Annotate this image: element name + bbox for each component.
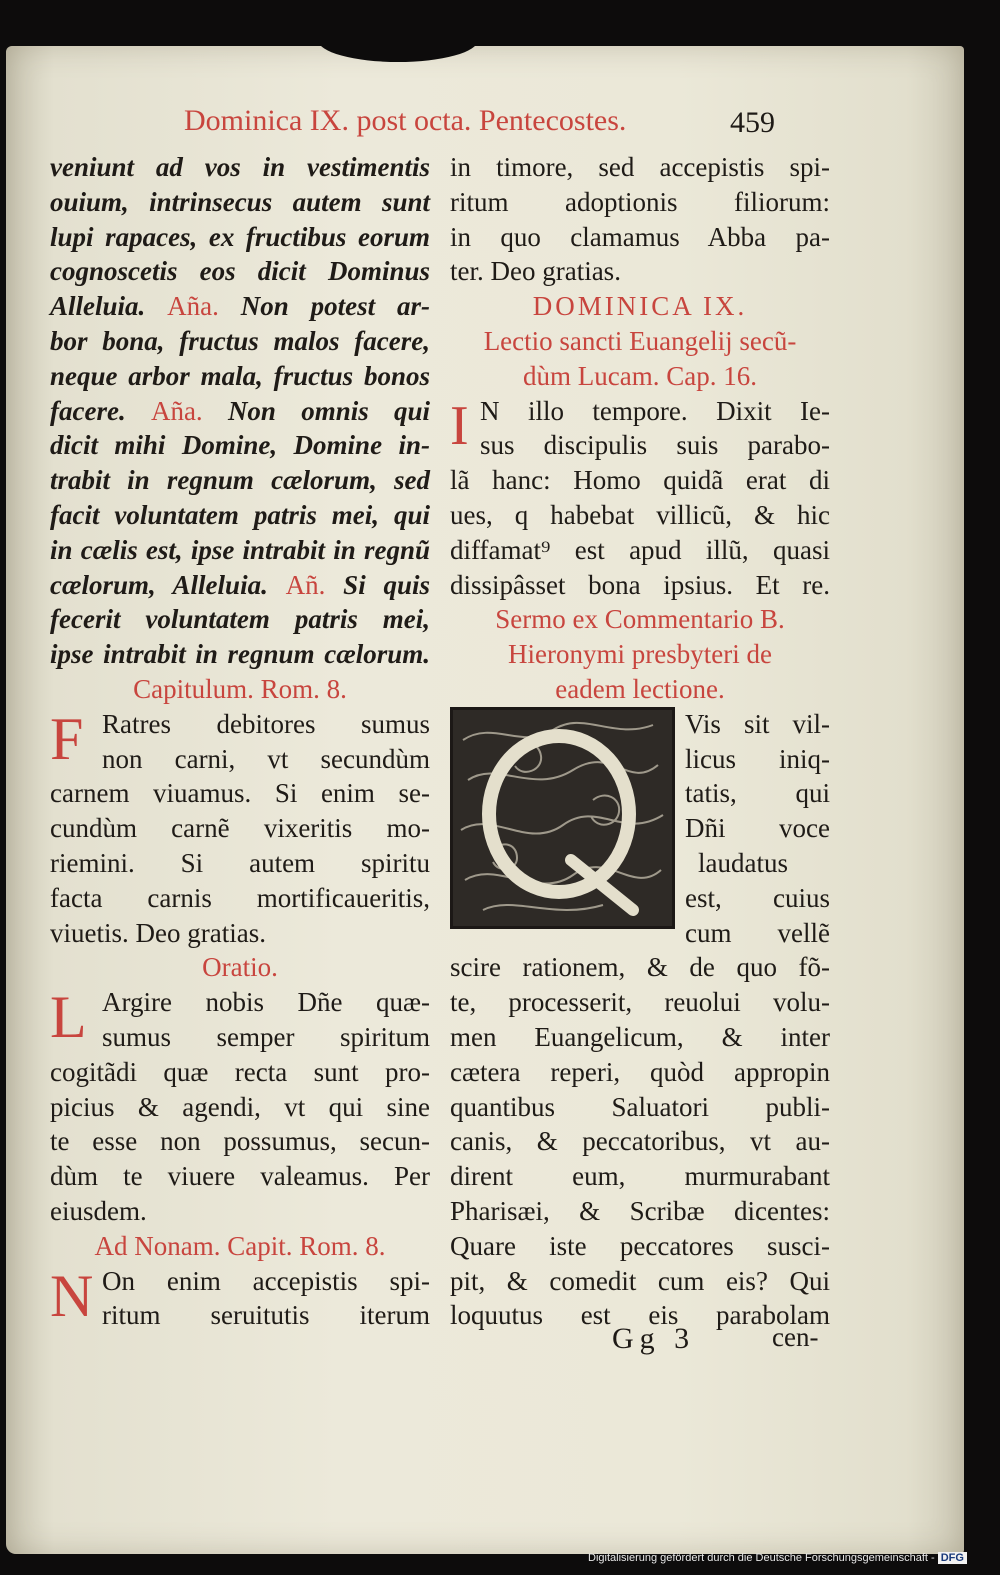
text-fragment: facere. <box>50 395 126 426</box>
text-line: dirent eum, murmurabant <box>450 1161 830 1192</box>
text-line: ritum adoptionis filiorum: <box>450 186 830 217</box>
responsory-text <box>50 150 430 672</box>
text-line: bor bona, fructus malos facere, <box>50 325 430 356</box>
text-line: eiusdem. <box>50 1195 147 1226</box>
text-line: in cælis est, ipse intrabit in regnũ <box>50 534 430 565</box>
dominica-heading: DOMINICA IX. <box>532 291 748 322</box>
text-line: loquutus est eis parabolam <box>450 1300 830 1331</box>
text-line: pit, & comedit cum eis? Qui <box>450 1265 830 1296</box>
text-line: facit voluntatem patris mei, qui <box>50 499 430 530</box>
text-line: Pharisæi, & Scribæ dicentes: <box>450 1195 830 1226</box>
text-fragment: Si quis <box>343 569 431 600</box>
text-line: veniunt ad vos in vestimentis <box>50 152 430 182</box>
text-fragment: Alleluia. <box>50 291 146 322</box>
text-line: ritum seruitutis iterum <box>102 1300 430 1331</box>
catchword: cen- <box>772 1322 819 1352</box>
text-fragment: cælorum, Alleluia. <box>50 569 268 600</box>
text-line: On enim accepistis spi- <box>102 1265 430 1296</box>
page-number: 459 <box>730 106 775 139</box>
text-line: diffamat⁹ est apud illũ, quasi <box>450 534 830 565</box>
text-line: lupi rapaces, ex fructibus eorum <box>50 221 430 252</box>
text-line: dicit mihi Domine, Domine in- <box>50 430 430 461</box>
funding-footer <box>588 1552 967 1564</box>
text-line: ter. Deo gratias. <box>450 256 621 287</box>
text-line: cogitãdi quæ recta sunt pro- <box>50 1056 430 1087</box>
text-line <box>50 394 430 429</box>
text-line: cum vellẽ <box>685 917 830 948</box>
text-line: tatis, qui <box>685 778 830 809</box>
text-line: men Euangelicum, & inter <box>450 1021 830 1052</box>
text-line <box>50 568 430 603</box>
text-line: Argire nobis Dñe quæ- <box>102 987 430 1018</box>
text-line <box>50 289 430 324</box>
lectio-block <box>450 394 830 603</box>
sermo-heading: Hieronymi presbyteri de <box>508 639 772 670</box>
running-head: Dominica IX. post octa. Pentecostes. <box>184 104 627 137</box>
lectio-heading: Lectio sancti Euangelij secũ- <box>483 325 797 356</box>
text-line: quantibus Saluatori publi- <box>450 1091 830 1122</box>
text-line: ues, q habebat villicũ, & hic <box>450 499 830 530</box>
text-line: dùm te viuere valeamus. Per <box>50 1161 430 1192</box>
text-line: trabit in regnum cælorum, sed <box>50 465 430 496</box>
text-line: Ratres debitores sumus <box>102 708 430 739</box>
lectio-heading: dùm Lucam. Cap. 16. <box>523 360 757 391</box>
drop-initial: I <box>450 394 469 457</box>
text-line: dissipâsset bona ipsius. Et re. <box>450 569 830 600</box>
text-line: in quo clamamus Abba pa- <box>450 221 830 252</box>
text-line: licus iniq- <box>685 743 830 774</box>
text-line: carnem viuamus. Si enim se- <box>50 778 430 809</box>
dfg-logo-badge: DFG <box>938 1552 967 1564</box>
text-line: picius & agendi, vt qui sine <box>50 1091 430 1122</box>
sermo-heading: Sermo ex Commentario B. <box>495 604 785 635</box>
text-line: canis, & peccatoribus, vt au- <box>450 1126 830 1157</box>
footer-text: Digitalisierung gefördert durch die Deutsche Forschungsgemeinschaft - <box>588 1552 935 1564</box>
drop-initial: F <box>50 705 84 772</box>
drop-initial: N <box>50 1262 94 1329</box>
text-line: neque arbor mala, fructus bonos <box>50 360 430 391</box>
nonam-heading: Ad Nonam. Capit. Rom. 8. <box>94 1230 386 1261</box>
text-line: ouium, intrinsecus autem sunt <box>50 186 430 217</box>
sermo-heading: eadem lectione. <box>555 673 725 704</box>
oratio-block <box>50 985 430 1229</box>
right-column <box>450 150 830 1333</box>
text-line: laudatus <box>698 847 788 878</box>
text-line: Vis sit vil- <box>685 708 830 739</box>
sermo-block <box>450 707 830 1333</box>
text-line: fecerit voluntatem patris mei, <box>50 604 430 635</box>
text-line: est, cuius <box>685 882 830 913</box>
antiphon-label: Aña. <box>167 291 219 322</box>
text-line: cundùm carnẽ vixeritis mo- <box>50 813 430 844</box>
text-line: Quare iste peccatores susci- <box>450 1230 830 1261</box>
drop-initial: L <box>50 984 87 1051</box>
text-line: cætera reperi, quòd appropin <box>450 1056 830 1087</box>
text-line: viuetis. Deo gratias. <box>50 917 266 948</box>
antiphon-label: Aña. <box>150 395 203 426</box>
text-fragment: Non potest ar- <box>240 291 430 322</box>
text-line: sus discipulis suis parabo- <box>480 430 830 461</box>
text-line: lã hanc: Homo quidã erat di <box>450 465 830 496</box>
text-line: non carni, vt secundùm <box>102 743 430 774</box>
text-line: te, processerit, reuolui volu- <box>450 987 830 1018</box>
capitulum-block <box>50 707 430 951</box>
woodcut-initial-q <box>450 707 675 929</box>
text-line: scire rationem, & de quo fõ- <box>450 952 830 983</box>
text-line: N illo tempore. Dixit Ie- <box>480 395 830 426</box>
text-line: Dñi voce <box>685 813 830 844</box>
text-line: cognoscetis eos dicit Dominus <box>50 256 430 287</box>
nonam-block <box>50 1264 430 1334</box>
oratio-heading: Oratio. <box>202 952 278 983</box>
woodcut-q-icon <box>453 710 672 926</box>
text-line: riemini. Si autem spiritu <box>50 847 430 878</box>
text-fragment: Non omnis qui <box>227 395 430 426</box>
text-line: in timore, sed accepistis spi- <box>450 152 830 182</box>
capitulum-heading: Capitulum. Rom. 8. <box>133 673 347 704</box>
signature-mark: Gg 3 <box>612 1322 696 1355</box>
antiphon-label: Añ. <box>285 569 326 600</box>
text-line: te esse non possumus, secun- <box>50 1126 430 1157</box>
text-line: ipse intrabit in regnum cælorum. <box>50 639 430 670</box>
text-line: facta carnis mortificaueritis, <box>50 882 430 913</box>
text-line: sumus semper spiritum <box>102 1021 430 1052</box>
left-column <box>50 150 430 1333</box>
